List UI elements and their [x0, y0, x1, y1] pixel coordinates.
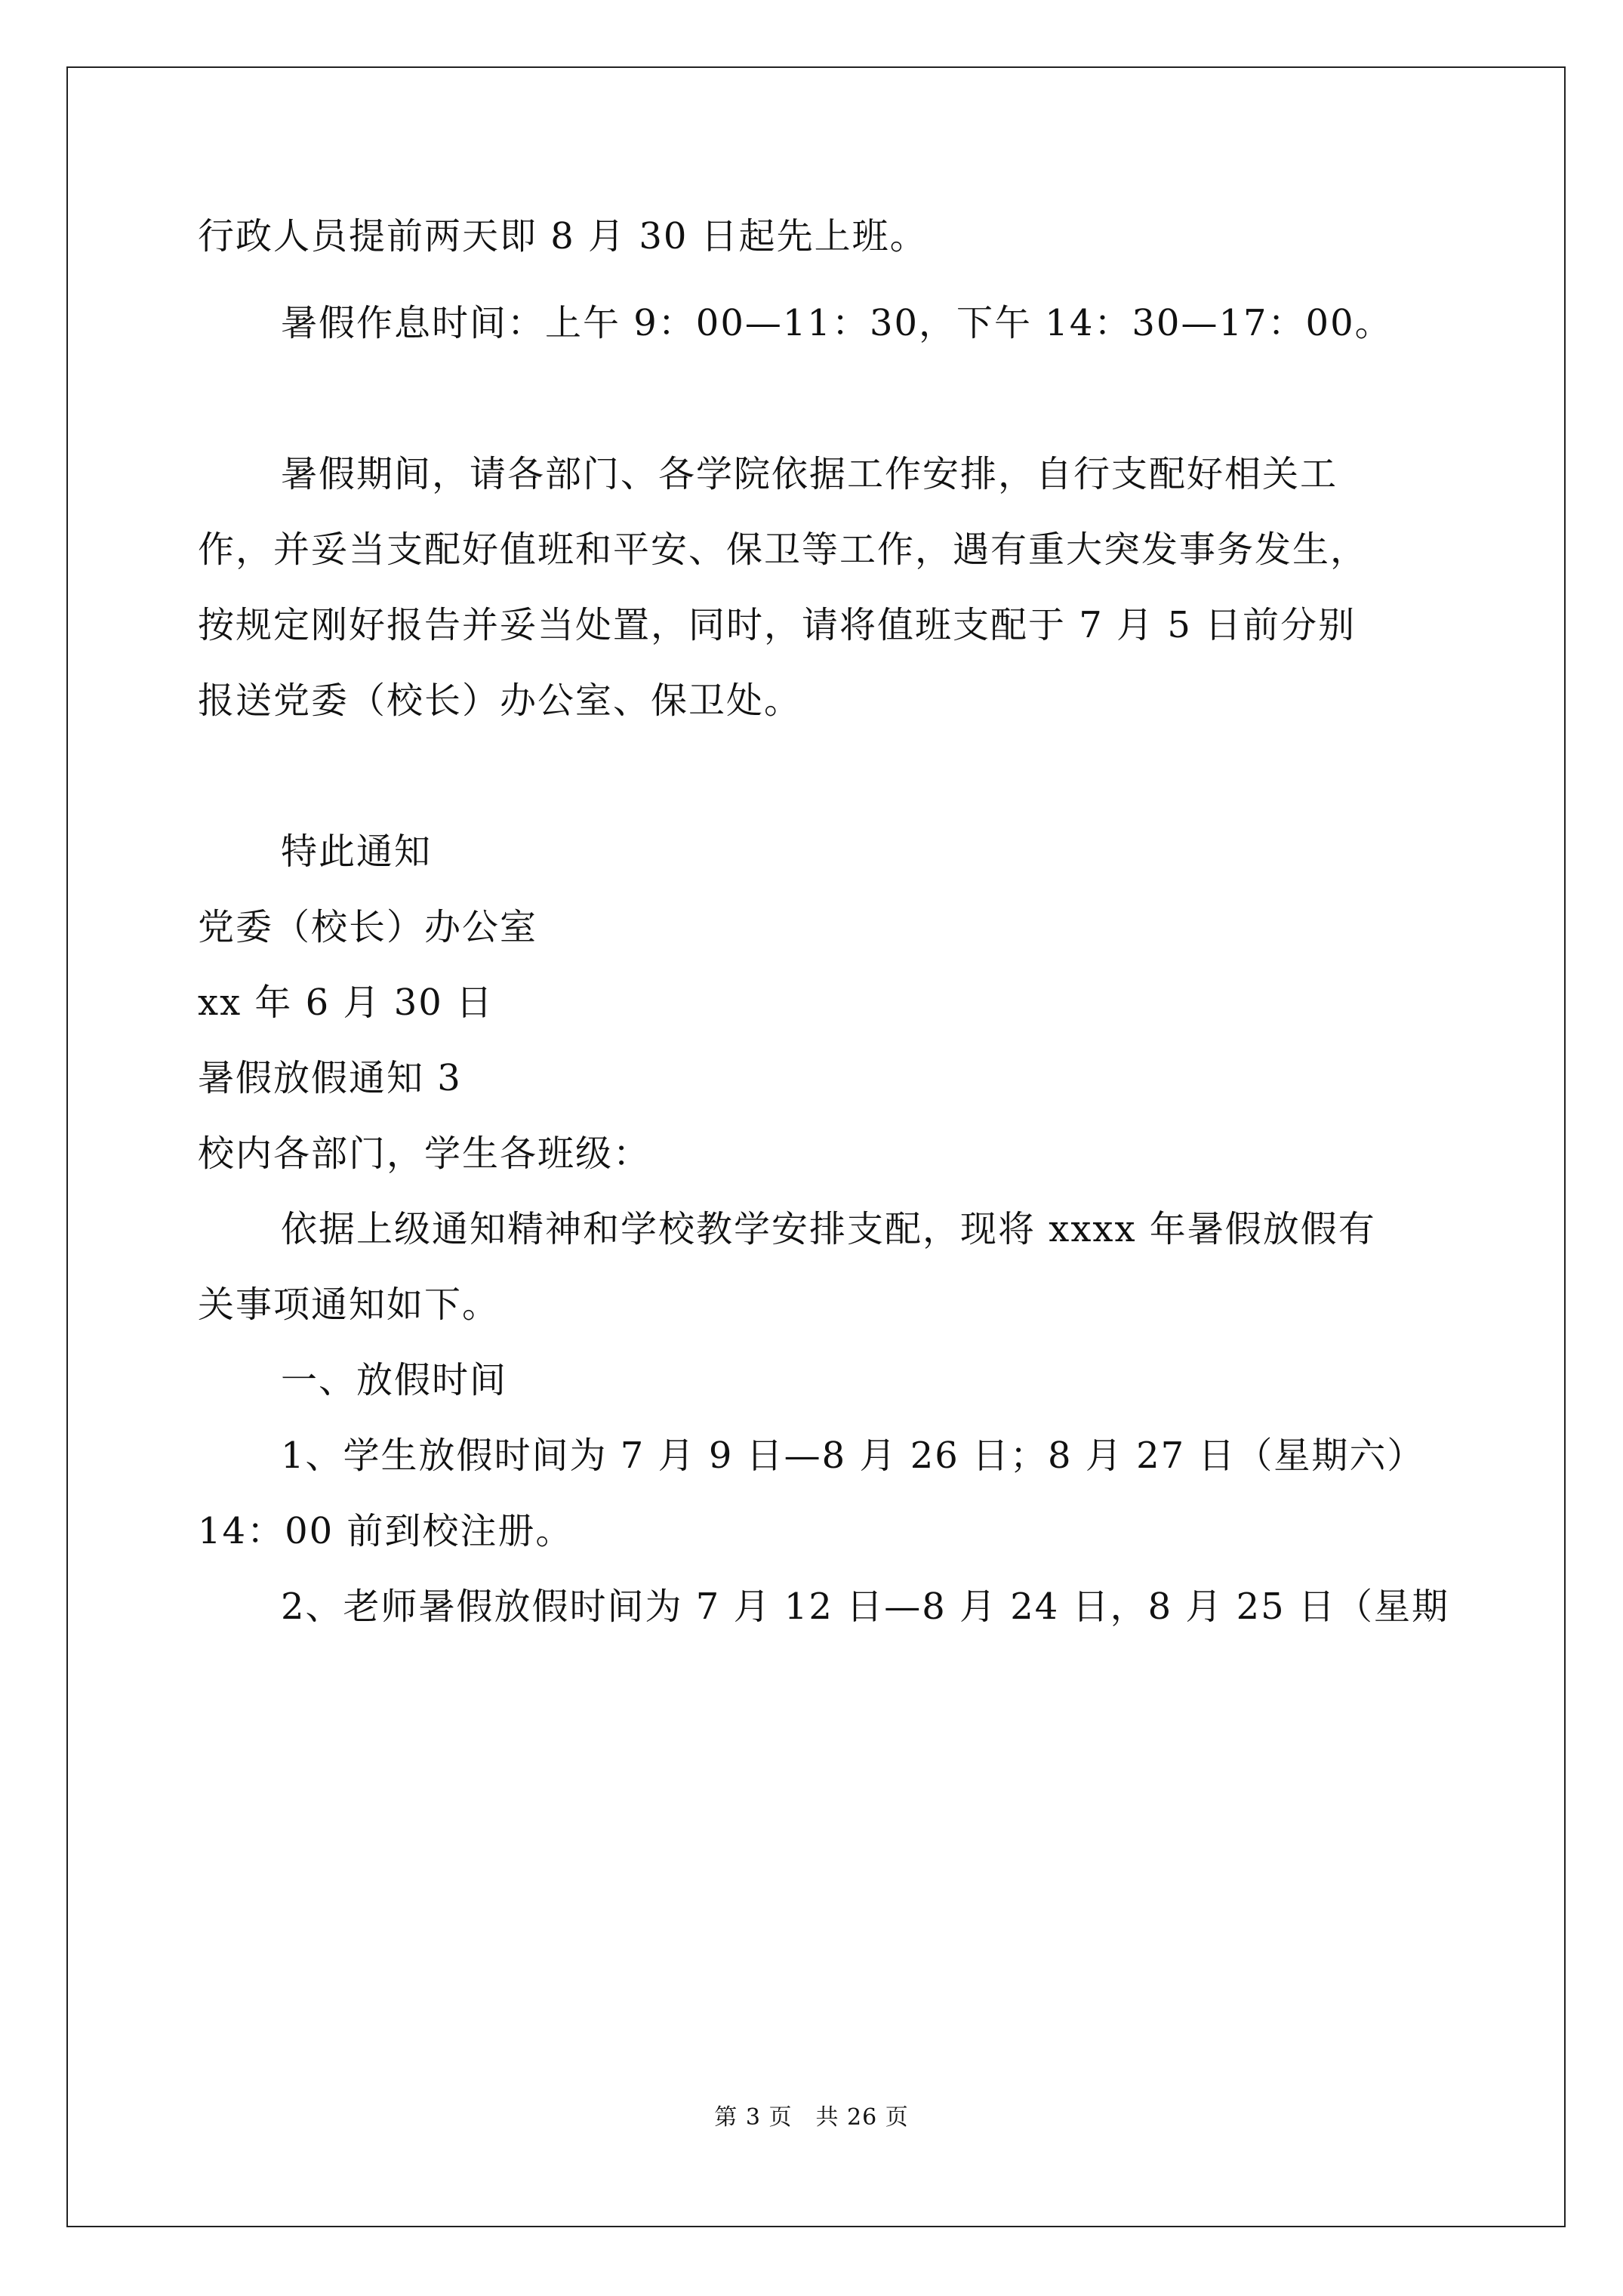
paragraph-line: 特此通知: [281, 831, 433, 873]
paragraph-line: 行政人员提前两天即 8 月 30 日起先上班。: [198, 215, 928, 257]
paragraph-line: 按规定刚好报告并妥当处置，同时，请将值班支配于 7 月 5 日前分别: [198, 604, 1357, 646]
section-title: 暑假放假通知 3: [198, 1057, 462, 1099]
paragraph-line: 暑假期间，请各部门、各学院依据工作安排，自行支配好相关工: [281, 453, 1338, 495]
page-number: 第 3 页 共 26 页: [714, 2104, 909, 2131]
list-item-continuation: 14：00 前到校注册。: [198, 1510, 574, 1552]
paragraph-line: 关事项通知如下。: [198, 1284, 500, 1326]
signature-office: 党委（校长）办公室: [198, 906, 538, 948]
salutation: 校内各部门，学生各班级：: [198, 1133, 651, 1175]
paragraph-line: 暑假作息时间：上午 9：00—11：30，下午 14：30—17：00。: [281, 302, 1393, 344]
subheading: 一、放假时间: [281, 1359, 508, 1401]
list-item: 1、学生放假时间为 7 月 9 日—8 月 26 日；8 月 27 日（星期六）: [281, 1435, 1425, 1477]
paragraph-line: 依据上级通知精神和学校教学安排支配，现将 xxxx 年暑假放假有: [281, 1208, 1376, 1250]
signature-date: xx 年 6 月 30 日: [198, 982, 494, 1024]
list-item: 2、老师暑假放假时间为 7 月 12 日—8 月 24 日，8 月 25 日（星期: [281, 1586, 1449, 1628]
paragraph-line: 作，并妥当支配好值班和平安、保卫等工作，遇有重大突发事务发生，: [198, 529, 1369, 571]
paragraph-line: 报送党委（校长）办公室、保卫处。: [198, 680, 802, 722]
